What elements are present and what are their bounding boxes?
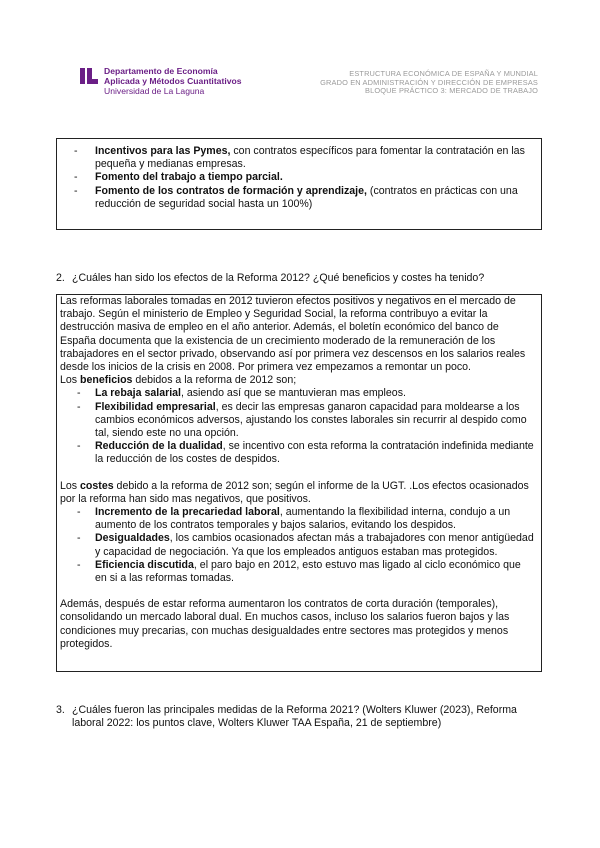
- list-item-text: (contratos en prácticas con una reducción de seguridad social hasta un 100%): [95, 184, 518, 210]
- list-item-bold: La rebaja salarial: [95, 387, 181, 400]
- list-item-bold: Incentivos para las Pymes,: [95, 145, 231, 157]
- costs-list: [57, 506, 541, 585]
- list-item-text: , asiendo así que se mantuvieran mas empleos.: [180, 387, 406, 400]
- list-item: [57, 440, 541, 466]
- logo-line-3: Universidad de La Laguna: [104, 86, 205, 96]
- benefits-post: debidos a la reforma de 2012 son;: [132, 374, 297, 387]
- question-3-text: ¿Cuáles fueron las principales medidas de la Reforma 2021? (Wolters Kluwer (2023), Reforma laboral 2022: los puntos clave, Wolters Kluwer TAA España, 21 de septiembre): [72, 704, 517, 730]
- list-item-bold: Desigualdades: [95, 532, 170, 545]
- benefits-list: [57, 387, 541, 466]
- list-item: [57, 387, 541, 400]
- measures-list: [57, 139, 541, 211]
- spacer: [57, 585, 541, 598]
- list-item-text: , aumentando la flexibilidad interna, condujo a un aumento de los contratos temporales y bajos salarios, evitando los despidos.: [95, 506, 511, 532]
- list-item-bold: Reducción de la dualidad: [95, 440, 223, 453]
- list-item: [57, 506, 541, 532]
- list-item: [57, 559, 541, 585]
- list-item: [57, 171, 541, 184]
- costs-pre: Los: [60, 479, 81, 492]
- benefits-pre: Los: [60, 374, 81, 387]
- list-item-text: , los cambios ocasionados afectan más a trabajadores con menor antigüedad y capacidad de negociación. Ya que los empleados antiguos estaban mas protegidos.: [95, 532, 534, 558]
- list-item-text: , se incentivo con esta reforma la contratación indefinida mediante la reducción de los costes de despidos.: [95, 440, 534, 466]
- logo-line-1: Departamento de Economía: [104, 66, 218, 76]
- benefits-heading: [57, 374, 541, 387]
- course-header-line-1: ESTRUCTURA ECONÓMICA DE ESPAÑA Y MUNDIAL: [349, 69, 538, 78]
- list-item: [57, 185, 541, 211]
- list-item: [57, 401, 541, 441]
- department-logo: [78, 66, 278, 100]
- question-2-number: 2.: [56, 272, 65, 284]
- costs-bold: costes: [80, 479, 114, 492]
- conclusion-paragraph: Además, después de estar reforma aumentaron los contratos de corta duración (temporales), consolidando un mercado laboral dual. En muchos casos, incluso los salarios fueron bajos y las condiciones muy precarias, con muchas desigualdades entre sectores mas protegidos y menos protegidos.: [60, 598, 510, 650]
- list-item-text: , es decir las empresas ganaron capacidad para moldearse a los cambios económicos adversos, ajustando los constes laborales sin recurrir al despido como tal, siendo este no una opción.: [95, 400, 527, 440]
- question-3-number: 3.: [56, 704, 65, 716]
- spacer: [57, 467, 541, 480]
- question-3: [56, 704, 542, 732]
- list-item-bold: Flexibilidad empresarial: [95, 400, 216, 413]
- list-item: [57, 145, 541, 171]
- costs-heading: [57, 480, 541, 506]
- intro-paragraph: Las reformas laborales tomadas en 2012 tuvieron efectos positivos y negativos en el mercado de trabajo. Según el ministerio de Empleo y Seguridad Social, la reforma contribuyo a evitar la destrucción masiva de empleo en el año anterior. Además, el boletín económico del banco de España documenta que la existencia de un crecimiento moderado de la remuneración de los trabajadores en el sector privado, observando así por primera vez descensos en los salarios reales desde los inicios de la crisis en 2008. Por primera vez empezamos a remontar un poco.: [60, 295, 526, 374]
- ull-logo-icon: [78, 67, 100, 85]
- course-header-line-2: GRADO EN ADMINISTRACIÓN Y DIRECCIÓN DE EMPRESAS: [320, 77, 538, 87]
- list-item: [57, 532, 541, 558]
- logo-text: [104, 66, 242, 96]
- list-item-bold: Fomento de los contratos de formación y aprendizaje,: [95, 184, 367, 197]
- question-2-text: ¿Cuáles han sido los efectos de la Reforma 2012? ¿Qué beneficios y costes ha tenido?: [72, 272, 485, 284]
- question-2: [56, 272, 542, 286]
- list-item-text: , el paro bajo en 2012, esto estuvo mas ligado al ciclo económico que en si a las reformas tomadas.: [95, 558, 521, 585]
- course-header: [320, 70, 538, 96]
- logo-line-2: Aplicada y Métodos Cuantitativos: [104, 76, 242, 86]
- course-header-line-3: BLOQUE PRÁCTICO 3: MERCADO DE TRABAJO: [365, 86, 538, 96]
- benefits-bold: beneficios: [80, 374, 133, 387]
- list-item-bold: Eficiencia discutida: [95, 558, 194, 571]
- answer-box-2: [56, 294, 542, 672]
- costs-post: debido a la reforma de 2012 son; según el informe de la UGT. .Los efectos ocasionados por la reforma han sido mas negativos, que positivos.: [60, 479, 529, 505]
- answer-box-1: [56, 138, 542, 230]
- list-item-bold: Fomento del trabajo a tiempo parcial.: [95, 171, 283, 184]
- list-item-text: con contratos específicos para fomentar la contratación en las pequeña y medianas empresas.: [95, 145, 525, 171]
- list-item-bold: Incremento de la precariedad laboral: [95, 506, 280, 519]
